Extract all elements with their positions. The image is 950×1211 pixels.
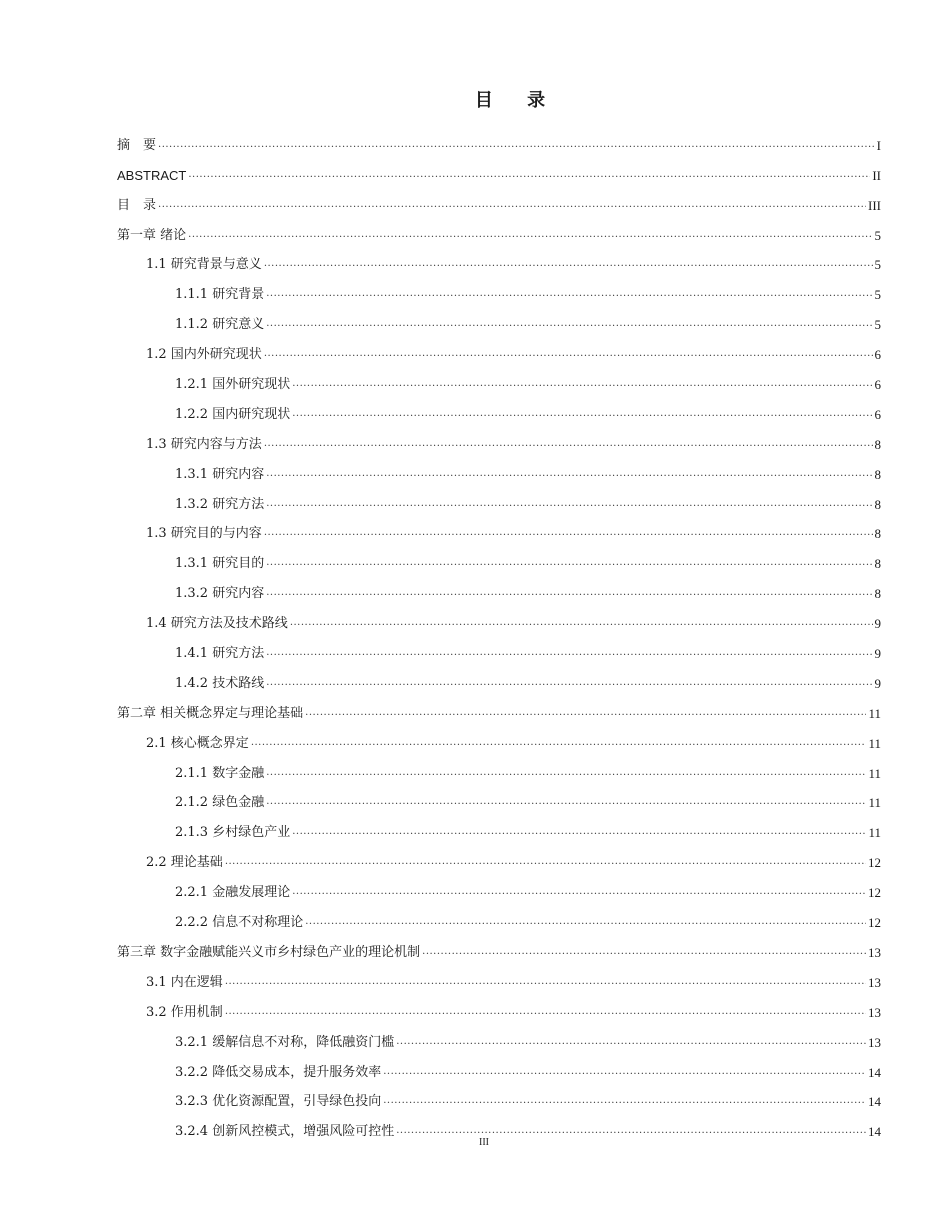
toc-entry-title: 2.2.2 信息不对称理论 [175,915,304,931]
dot-leader [264,437,873,451]
dot-leader [225,855,866,869]
toc-entry[interactable] [117,513,881,543]
toc-entry[interactable] [117,214,881,244]
toc-entry-title: ABSTRACT [117,167,187,183]
toc-entry[interactable] [117,572,881,602]
toc-entry-page-number: 5 [874,287,881,303]
toc-entry-page-number: 6 [874,347,881,363]
toc-entry-page-number: 8 [874,556,881,572]
toc-entry-page-number: 8 [874,586,881,602]
toc-entry[interactable] [117,632,881,662]
dot-leader [188,168,870,182]
toc-entry-page-number: 11 [868,765,881,781]
toc-entry-title: 2.1.3 乡村绿色产业 [175,825,291,841]
dot-leader [266,317,872,331]
toc-entry-page-number: 6 [874,377,881,393]
dot-leader [292,825,866,839]
toc-entry-title: 3.2.1 缓解信息不对称，降低融资门槛 [175,1034,395,1050]
toc-entry-page-number: 5 [874,257,881,273]
toc-entry-page-number: 13 [868,944,881,960]
dot-leader [188,228,872,242]
toc-entry-title: 1.3.2 研究方法 [175,496,265,512]
toc-entry[interactable] [117,453,881,483]
dot-leader [158,198,866,212]
toc-entry-title: 2.1 核心概念界定 [146,735,249,751]
toc-entry-title: 1.1 研究背景与意义 [146,257,262,273]
toc-entry[interactable] [117,811,881,841]
toc-entry[interactable] [117,841,881,871]
toc-entry[interactable] [117,423,881,453]
toc-entry-page-number: 8 [874,466,881,482]
toc-entry-title: 3.1 内在逻辑 [146,974,223,990]
toc-entry-page-number: 8 [874,496,881,512]
toc-entry[interactable] [117,542,881,572]
toc-entry-title: 1.2.1 国外研究现状 [175,377,291,393]
toc-entry[interactable] [117,1021,881,1051]
toc-entry-title: 2.1.1 数字金融 [175,765,265,781]
dot-leader [264,257,873,271]
dot-leader [292,377,872,391]
toc-entry-title: 1.2 国内外研究现状 [146,347,262,363]
toc-entry[interactable] [117,273,881,303]
dot-leader [292,407,872,421]
toc-entry-title: 1.3.1 研究内容 [175,466,265,482]
toc-entry-title: 2.2.1 金融发展理论 [175,885,291,901]
toc-entry[interactable] [117,184,881,214]
toc-entry-title: 1.4.1 研究方法 [175,646,265,662]
toc-entry-page-number: 11 [868,705,881,721]
dot-leader [305,706,866,720]
toc-entry[interactable] [117,602,881,632]
toc-entry-page-number: 14 [868,1094,881,1110]
dot-leader [264,347,873,361]
toc-entry[interactable] [117,752,881,782]
toc-entry[interactable] [117,871,881,901]
toc-entry[interactable] [117,662,881,692]
dot-leader [225,975,866,989]
toc-entry-page-number: 11 [868,735,881,751]
dot-leader [396,1035,866,1049]
dot-leader [266,287,872,301]
table-of-contents [117,124,881,1140]
toc-entry-title: 目 录 [117,197,157,213]
toc-entry-page-number: 6 [874,406,881,422]
toc-entry[interactable] [117,393,881,423]
dot-leader [266,766,866,780]
dot-leader [158,138,875,152]
page-title: 目 录 [474,90,560,111]
dot-leader [290,616,873,630]
toc-entry[interactable] [117,931,881,961]
toc-entry-page-number: 5 [874,317,881,333]
toc-entry-title: 1.1.1 研究背景 [175,287,265,303]
toc-entry-title: 摘 要 [117,137,157,153]
toc-entry-title: 2.2 理论基础 [146,855,223,871]
toc-entry-page-number: III [868,197,881,213]
toc-entry-title: 1.4.2 技术路线 [175,675,265,691]
toc-entry-title: 1.1.2 研究意义 [175,317,265,333]
toc-entry-page-number: 13 [868,1034,881,1050]
dot-leader [266,586,872,600]
toc-entry[interactable] [117,1110,881,1140]
dot-leader [266,795,866,809]
dot-leader [383,1065,866,1079]
toc-entry-page-number: 13 [868,974,881,990]
toc-entry[interactable] [117,124,881,154]
dot-leader [266,676,872,690]
dot-leader [383,1094,866,1108]
toc-entry-page-number: 12 [868,915,881,931]
dot-leader [266,497,872,511]
toc-entry-page-number: 11 [868,825,881,841]
toc-entry-page-number: 5 [874,227,881,243]
dot-leader [266,646,872,660]
toc-entry-title: 第三章 数字金融赋能兴义市乡村绿色产业的理论机制 [117,944,421,960]
toc-entry-page-number: 8 [874,526,881,542]
toc-entry[interactable] [117,154,881,184]
toc-entry-page-number: 12 [868,855,881,871]
dot-leader [251,736,867,750]
toc-entry-title: 第二章 相关概念界定与理论基础 [117,705,304,721]
toc-entry-title: 1.4 研究方法及技术路线 [146,616,288,632]
toc-entry-page-number: II [872,167,881,183]
dot-leader [422,945,866,959]
dot-leader [266,467,872,481]
dot-leader [264,526,873,540]
toc-entry-page-number: 11 [868,795,881,811]
toc-entry-page-number: 9 [874,675,881,691]
toc-entry-title: 1.2.2 国内研究现状 [175,406,291,422]
toc-entry-title: 3.2.4 创新风控模式，增强风险可控性 [175,1124,395,1140]
dot-leader [292,885,866,899]
toc-entry-title: 1.3.1 研究目的 [175,556,265,572]
toc-entry-page-number: 9 [874,616,881,632]
toc-entry-title: 3.2 作用机制 [146,1004,223,1020]
toc-entry-page-number: 12 [868,885,881,901]
toc-entry[interactable] [117,692,881,722]
toc-entry[interactable] [117,722,881,752]
toc-entry[interactable] [117,961,881,991]
toc-entry-page-number: 9 [874,646,881,662]
toc-entry[interactable] [117,363,881,393]
toc-entry-title: 3.2.2 降低交易成本，提升服务效率 [175,1064,382,1080]
dot-leader [266,556,872,570]
toc-entry-title: 1.3 研究内容与方法 [146,436,262,452]
toc-entry-page-number: 8 [874,436,881,452]
page-footer-number: III [479,1137,489,1148]
toc-entry-page-number: I [876,137,881,153]
toc-entry[interactable] [117,1051,881,1081]
toc-entry[interactable] [117,782,881,812]
toc-entry[interactable] [117,244,881,274]
toc-entry-title: 3.2.3 优化资源配置，引导绿色投向 [175,1094,382,1110]
toc-entry-page-number: 13 [868,1004,881,1020]
toc-entry[interactable] [117,991,881,1021]
toc-entry-title: 1.3 研究目的与内容 [146,526,262,542]
toc-entry-title: 2.1.2 绿色金融 [175,795,265,811]
toc-entry-title: 1.3.2 研究内容 [175,586,265,602]
toc-entry[interactable] [117,1081,881,1111]
dot-leader [305,915,866,929]
toc-entry-title: 第一章 绪论 [117,227,187,243]
toc-entry[interactable] [117,303,881,333]
toc-entry[interactable] [117,901,881,931]
dot-leader [225,1005,866,1019]
toc-entry-page-number: 14 [868,1064,881,1080]
toc-entry-page-number: 14 [868,1124,881,1140]
toc-entry[interactable] [117,333,881,363]
toc-entry[interactable] [117,483,881,513]
